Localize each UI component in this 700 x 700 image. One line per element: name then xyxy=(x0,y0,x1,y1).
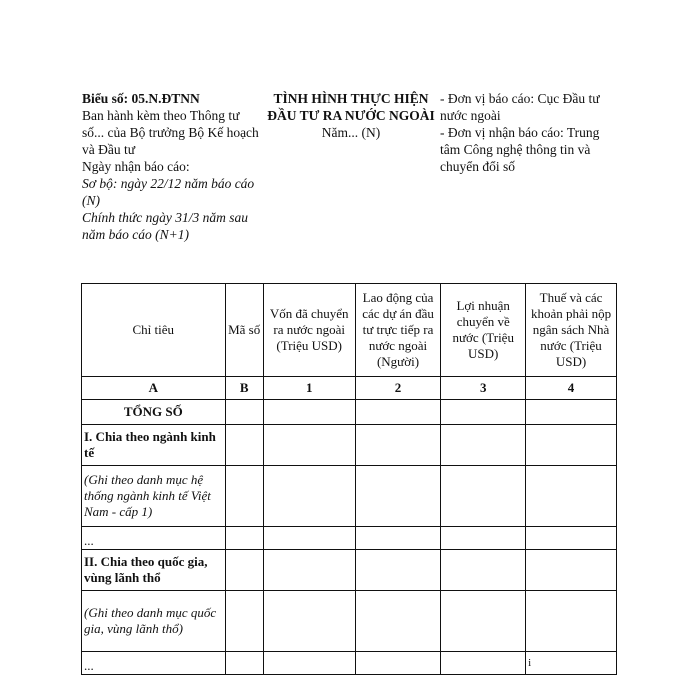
column-header-indicator: Chỉ tiêu xyxy=(82,284,226,377)
table-cell xyxy=(355,591,441,652)
received-date-label: Ngày nhận báo cáo: xyxy=(82,159,190,174)
table-cell xyxy=(225,425,263,466)
units-block xyxy=(440,90,622,175)
total-label: TỔNG SỐ xyxy=(82,400,226,425)
table-cell xyxy=(225,466,263,527)
issued-with-circular: Ban hành kèm theo Thông tư số... của Bộ trưởng Bộ Kế hoạch và Đầu tư xyxy=(82,108,259,157)
section-label-economic-sector: I. Chia theo ngành kinh tế xyxy=(82,425,226,466)
table-cell xyxy=(441,400,526,425)
stray-mark: i xyxy=(528,657,532,669)
preliminary-deadline: Sơ bộ: ngày 22/12 năm báo cáo (N) xyxy=(82,176,255,208)
total-row xyxy=(82,400,617,425)
column-code: B xyxy=(225,377,263,400)
column-header-tax: Thuế và các khoản phải nộp ngân sách Nhà nước (Triệu USD) xyxy=(526,284,617,377)
section-row-country xyxy=(82,550,617,591)
column-code: A xyxy=(82,377,226,400)
table-cell xyxy=(441,652,526,675)
continuation-dots: ... xyxy=(82,527,226,550)
table-cell xyxy=(225,652,263,675)
note-row-economic-sector xyxy=(82,466,617,527)
continuation-dots: ... xyxy=(82,652,226,675)
table-cell xyxy=(225,400,263,425)
reporting-unit: - Đơn vị báo cáo: Cục Đầu tư nước ngoài xyxy=(440,91,600,123)
form-identification-block xyxy=(82,90,260,243)
report-year: Năm... (N) xyxy=(321,125,381,140)
table-cell xyxy=(355,550,441,591)
table-cell xyxy=(263,652,355,675)
table-cell xyxy=(225,527,263,550)
continuation-row xyxy=(82,652,617,675)
report-title-block xyxy=(262,90,440,141)
section-label-country: II. Chia theo quốc gia, vùng lãnh thổ xyxy=(82,550,226,591)
table-cell xyxy=(263,550,355,591)
table-cell xyxy=(526,466,617,527)
column-header-capital: Vốn đã chuyển ra nước ngoài (Triệu USD) xyxy=(263,284,355,377)
table-cell xyxy=(526,591,617,652)
table-cell xyxy=(355,425,441,466)
note-country: (Ghi theo danh mục quốc gia, vùng lãnh thổ) xyxy=(82,591,226,652)
column-code: 1 xyxy=(263,377,355,400)
table-cell xyxy=(263,527,355,550)
table-cell xyxy=(263,591,355,652)
note-economic-sector: (Ghi theo danh mục hệ thống ngành kinh tế Việt Nam - cấp 1) xyxy=(82,466,226,527)
column-header-labor: Lao động của các dự án đầu tư trực tiếp ra nước ngoài (Người) xyxy=(355,284,441,377)
official-deadline: Chính thức ngày 31/3 năm sau năm báo cáo (N+1) xyxy=(82,210,248,242)
table-cell xyxy=(263,425,355,466)
table-cell xyxy=(441,466,526,527)
table-cell xyxy=(526,527,617,550)
table-cell xyxy=(225,591,263,652)
table-cell xyxy=(526,400,617,425)
column-code: 4 xyxy=(526,377,617,400)
column-header-profit: Lợi nhuận chuyển về nước (Triệu USD) xyxy=(441,284,526,377)
table-cell xyxy=(355,400,441,425)
table-cell xyxy=(441,550,526,591)
column-header-code: Mã số xyxy=(225,284,263,377)
column-code: 2 xyxy=(355,377,441,400)
table-cell xyxy=(441,591,526,652)
column-code: 3 xyxy=(441,377,526,400)
form-number: Biểu số: 05.N.ĐTNN xyxy=(82,91,200,106)
table-cell xyxy=(441,425,526,466)
table-header-row xyxy=(82,284,617,377)
table-cell xyxy=(441,527,526,550)
continuation-row xyxy=(82,527,617,550)
column-code-row xyxy=(82,377,617,400)
table-cell xyxy=(526,550,617,591)
table-cell xyxy=(263,400,355,425)
table-cell xyxy=(355,527,441,550)
table-cell xyxy=(526,425,617,466)
section-row-economic-sector xyxy=(82,425,617,466)
table-cell xyxy=(526,652,617,675)
table-cell xyxy=(355,652,441,675)
table-cell xyxy=(225,550,263,591)
note-row-country xyxy=(82,591,617,652)
report-title: TÌNH HÌNH THỰC HIỆN ĐẦU TƯ RA NƯỚC NGOÀI xyxy=(267,91,435,123)
table-cell xyxy=(355,466,441,527)
receiving-unit: - Đơn vị nhận báo cáo: Trung tâm Công nghệ thông tin và chuyển đổi số xyxy=(440,125,600,174)
table-cell xyxy=(263,466,355,527)
report-table xyxy=(81,283,617,675)
